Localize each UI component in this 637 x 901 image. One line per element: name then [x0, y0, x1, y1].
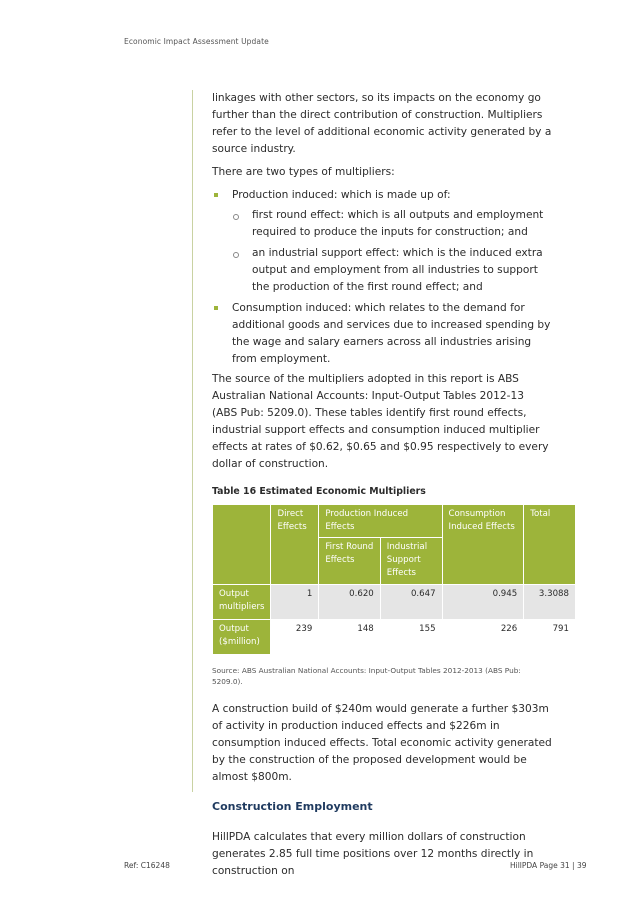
table-row — [213, 585, 576, 620]
header-industrial-support: Industrial Support Effects — [380, 538, 442, 585]
list-item-consumption-induced — [212, 300, 552, 368]
cell-direct: 239 — [271, 620, 319, 655]
footer-page-number: HillPDA Page 31 | 39 — [510, 861, 587, 870]
page-content — [212, 90, 569, 886]
paragraph-construction-employment: HillPDA calculates that every million dollars of construction generates 2.85 full time positions over 12 months directly in construction on — [212, 831, 534, 877]
production-induced-sublist — [232, 207, 552, 296]
multiplier-type-list — [212, 187, 552, 368]
paragraph-multiplier-types: There are two types of multipliers: — [212, 166, 395, 178]
header-direct-effects: Direct Effects — [271, 505, 319, 585]
paragraph-construction-build: A construction build of $240m would generate a further $303m of activity in production induced effects and $226m in consumption induced effects. Total economic activity generated by the construction of the proposed development would be almost $800m. — [212, 703, 552, 783]
cell-industrial-support: 155 — [380, 620, 442, 655]
sub-item-text: an industrial support effect: which is the induced extra output and employment from all industries to support the production of the first round effect; and — [252, 247, 543, 293]
document-header-title: Economic Impact Assessment Update — [124, 37, 269, 46]
paragraph-multipliers-intro: linkages with other sectors, so its impacts on the economy go further than the direct contribution of construction. Multipliers refer to the level of additional economic activity generated by a source industry. — [212, 92, 552, 155]
cell-consumption: 0.945 — [442, 585, 524, 620]
header-consumption-induced: Consumption Induced Effects — [442, 505, 524, 585]
footer-reference: Ref: C16248 — [124, 861, 170, 870]
economic-multipliers-table — [212, 504, 576, 655]
cell-consumption: 226 — [442, 620, 524, 655]
paragraph-multiplier-source: The source of the multipliers adopted in this report is ABS Australian National Accounts: Input-Output Tables 2012-13 (ABS Pub: 5209.0). These tables identify first round effects, industrial support effects and consumption induced multiplier effects at rates of $0.62, $0.65 and $0.95 respectively to every dollar of construction. — [212, 373, 549, 470]
list-item-production-induced — [212, 187, 552, 296]
table-corner-cell — [213, 505, 271, 585]
row-label: Output multipliers — [213, 585, 271, 620]
circle-bullet-icon — [233, 214, 239, 220]
row-label: Output ($million) — [213, 620, 271, 655]
sub-item-industrial-support — [232, 245, 552, 296]
cell-first-round: 0.620 — [319, 585, 380, 620]
margin-rule — [192, 90, 193, 792]
sub-item-first-round — [232, 207, 552, 241]
table-header-row — [213, 505, 576, 538]
cell-first-round: 148 — [319, 620, 380, 655]
square-bullet-icon — [214, 193, 218, 197]
header-production-induced: Production Induced Effects — [319, 505, 442, 538]
section-heading: Construction Employment — [212, 800, 373, 813]
cell-total: 791 — [524, 620, 576, 655]
table-row — [213, 620, 576, 655]
sub-item-text: first round effect: which is all outputs and employment required to produce the inputs for construction; and — [252, 209, 544, 238]
cell-industrial-support: 0.647 — [380, 585, 442, 620]
cell-total: 3.3088 — [524, 585, 576, 620]
square-bullet-icon — [214, 306, 218, 310]
header-total: Total — [524, 505, 576, 585]
bullet-text: Consumption induced: which relates to the demand for additional goods and services due to increased spending by the wage and salary earners across all industries arising from employment. — [232, 302, 551, 365]
table-source-note: Source: ABS Australian National Accounts: Input-Output Tables 2012-2013 (ABS Pub: 5209.0). — [212, 666, 521, 686]
header-first-round: First Round Effects — [319, 538, 380, 585]
cell-direct: 1 — [271, 585, 319, 620]
bullet-text: Production induced: which is made up of: — [232, 189, 451, 201]
table-caption: Table 16 Estimated Economic Multipliers — [212, 486, 426, 497]
circle-bullet-icon — [233, 252, 239, 258]
